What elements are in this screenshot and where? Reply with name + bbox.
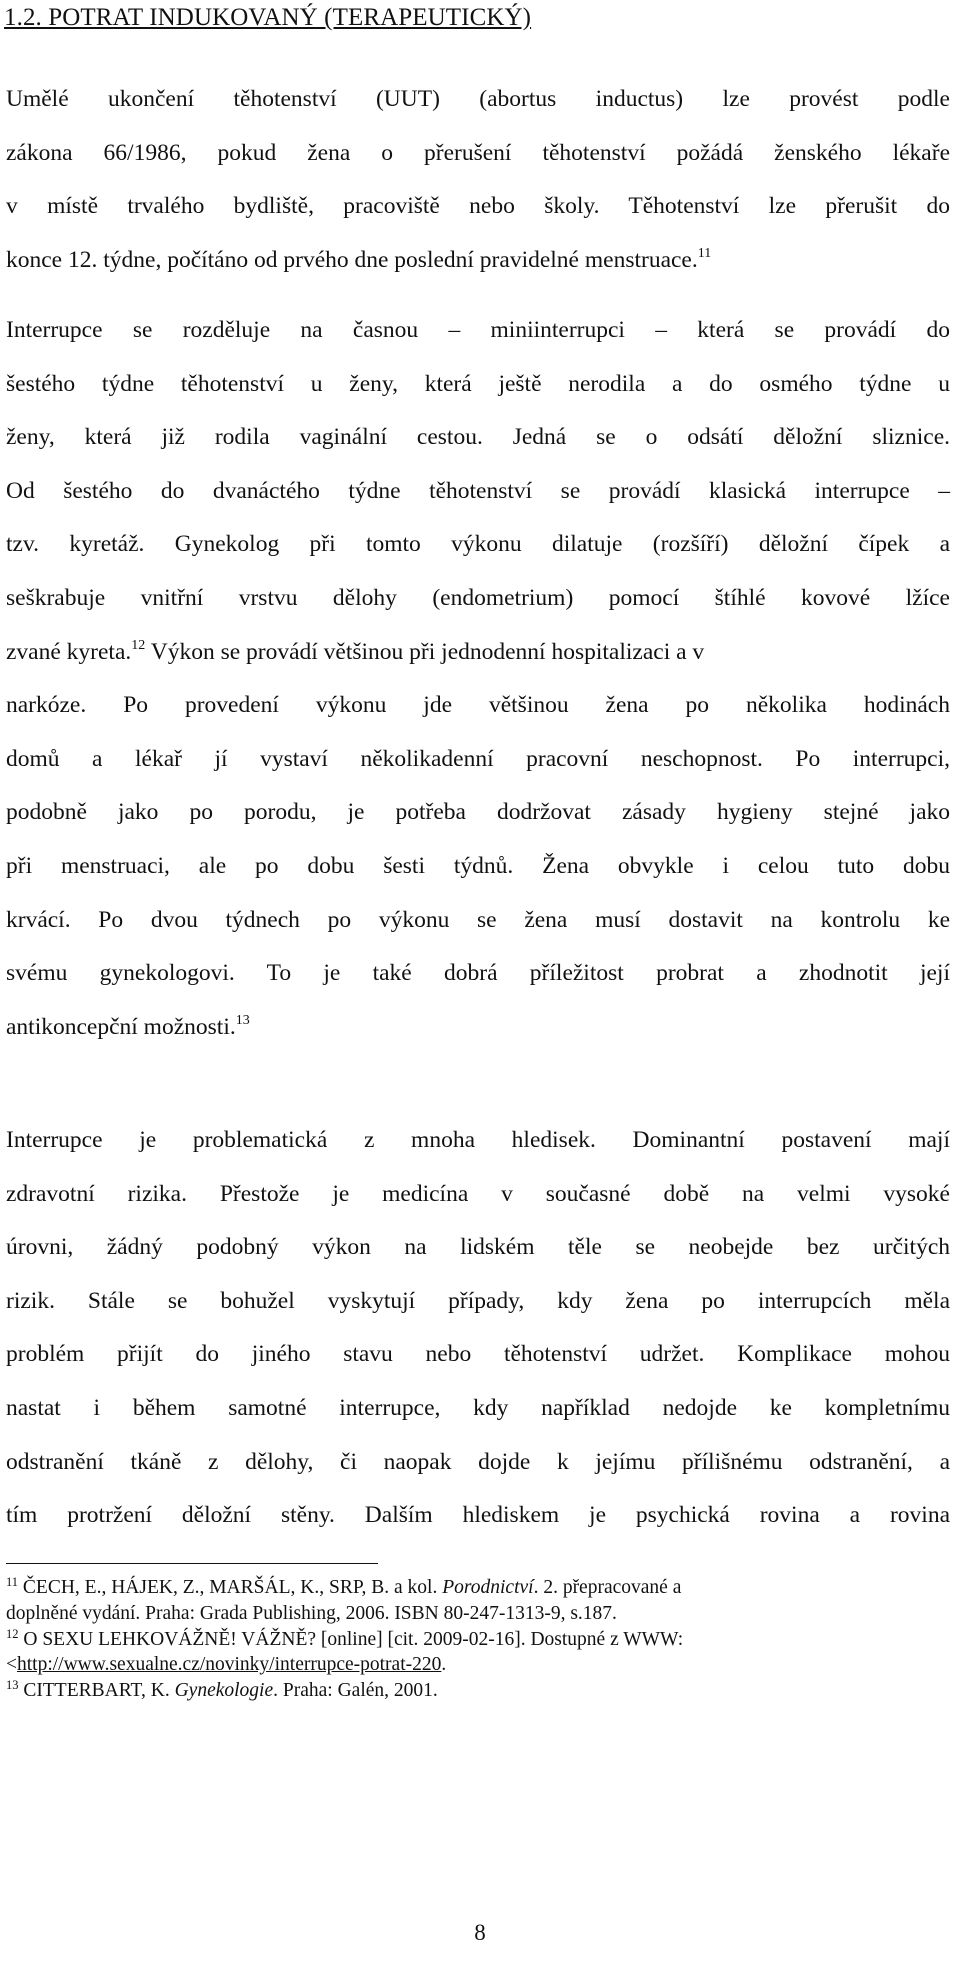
footnotes: [6, 1575, 950, 1704]
text-line: podobně jako po porodu, je potřeba dodržovat zásady hygieny stejné jako: [6, 799, 950, 826]
footnote-ref-12: 12: [131, 637, 146, 653]
footnote-ref-13: 13: [235, 1012, 250, 1028]
text-segment: zvané kyreta.: [6, 638, 132, 665]
text-line: úrovni, žádný podobný výkon na lidském těle se neobejde bez určitých: [6, 1234, 950, 1261]
text-line: tzv. kyretáž. Gynekolog při tomto výkonu dilatuje (rozšíří) děložní čípek a: [6, 531, 950, 558]
footnote-12-continued: [6, 1652, 950, 1678]
text-line: domů a lékař jí vystaví několikadenní pracovní neschopnost. Po interrupci,: [6, 745, 950, 772]
text-line: krvácí. Po dvou týdnech po výkonu se žena musí dostavit na kontrolu ke: [6, 906, 950, 933]
footnote-number: 12: [6, 1626, 19, 1641]
footnote-11: [6, 1575, 950, 1601]
text-line: tím protržení děložní stěny. Dalším hlediskem je psychická rovina a rovina: [6, 1502, 950, 1529]
footnote-text: ČECH, E., HÁJEK, Z., MARŠÁL, K., SRP, B. a kol.: [22, 1577, 443, 1598]
footnote-text: . 2. přepracované a: [533, 1577, 682, 1598]
footnote-number: 11: [6, 1575, 19, 1589]
text-segment: Výkon se provádí většinou při jednodenní hospitalizaci a v: [150, 638, 705, 665]
text-line: Od šestého do dvanáctého týdne těhotenství se provádí klasická interrupce –: [6, 477, 950, 504]
page-number: 8: [474, 1920, 486, 1945]
text-line: odstranění tkáně z dělohy, či naopak dojde k jejímu přílišnému odstranění, a: [6, 1448, 950, 1475]
text-line: [6, 1001, 950, 1055]
text-line: problém přijít do jiného stavu nebo těhotenství udržet. Komplikace mohou: [6, 1341, 950, 1368]
footnote-ref-11: 11: [697, 245, 712, 261]
text-segment: antikoncepční možnosti.: [6, 1013, 236, 1040]
footnote-title: Gynekologie: [174, 1680, 274, 1702]
text-line: narkóze. Po provedení výkonu jde většinou žena po několika hodinách: [6, 692, 950, 719]
text-line: ženy, která již rodila vaginální cestou. Jedná se o odsátí děložní sliznice.: [6, 424, 950, 451]
footnote-11-continued: doplněné vydání. Praha: Grada Publishing, 2006. ISBN 80-247-1313-9, s.187.: [6, 1602, 617, 1624]
footnote-13: [6, 1678, 950, 1704]
footnote-link[interactable]: http://www.sexualne.cz/novinky/interrupce-potrat-220: [17, 1654, 442, 1676]
footnote-text: O SEXU LEHKOVÁŽNĚ! VÁŽNĚ? [online] [cit. 2009-02-16]. Dostupné z WWW:: [23, 1628, 684, 1650]
section-heading: 1.2. POTRAT INDUKOVANÝ (TERAPEUTICKÝ): [4, 4, 532, 31]
text-line: šestého týdne těhotenství u ženy, která ještě nerodila a do osmého týdne u: [6, 370, 950, 397]
text-line: svému gynekologovi. To je také dobrá příležitost probrat a zhodnotit její: [6, 960, 950, 987]
footnote-title: Porodnictví: [442, 1577, 534, 1598]
text-line: Umělé ukončení těhotenství (UUT) (abortus inductus) lze provést podle: [6, 86, 950, 112]
footnote-12: [6, 1627, 950, 1653]
footnote-text: <: [6, 1654, 17, 1676]
footnote-text: .: [441, 1654, 447, 1676]
text-line: zdravotní rizika. Přestože je medicína v současné době na velmi vysoké: [6, 1180, 950, 1207]
text-line: Interrupce se rozděluje na časnou – miniinterrupci – která se provádí do: [6, 317, 950, 343]
footnote-separator: [6, 1563, 378, 1564]
text-line: zákona 66/1986, pokud žena o přerušení těhotenství požádá ženského lékaře: [6, 139, 950, 166]
paragraph-procedure: [6, 304, 950, 1054]
text-line: [6, 626, 950, 680]
text-segment: konce 12. týdne, počítáno od prvého dne poslední pravidelné menstruace.: [6, 246, 698, 273]
text-line: při menstruaci, ale po dobu šesti týdnů. Žena obvykle i celou tuto dobu: [6, 852, 950, 879]
text-line: seškrabuje vnitřní vrstvu dělohy (endometrium) pomocí štíhlé kovové lžíce: [6, 584, 950, 611]
paragraph-legal-basis: [6, 73, 950, 287]
footnote-number: 13: [6, 1678, 19, 1693]
paragraph-risks: [6, 1114, 950, 1543]
footnote-text: CITTERBART, K.: [23, 1680, 175, 1702]
text-line: Interrupce je problematická z mnoha hledisek. Dominantní postavení mají: [6, 1127, 950, 1153]
text-line: nastat i během samotné interrupce, kdy například nedojde ke kompletnímu: [6, 1394, 950, 1421]
text-line: v místě trvalého bydliště, pracoviště nebo školy. Těhotenství lze přerušit do: [6, 193, 950, 220]
text-line: [6, 234, 950, 288]
footnote-text: . Praha: Galén, 2001.: [273, 1680, 438, 1702]
text-line: rizik. Stále se bohužel vyskytují případy, kdy žena po interrupcích měla: [6, 1287, 950, 1314]
